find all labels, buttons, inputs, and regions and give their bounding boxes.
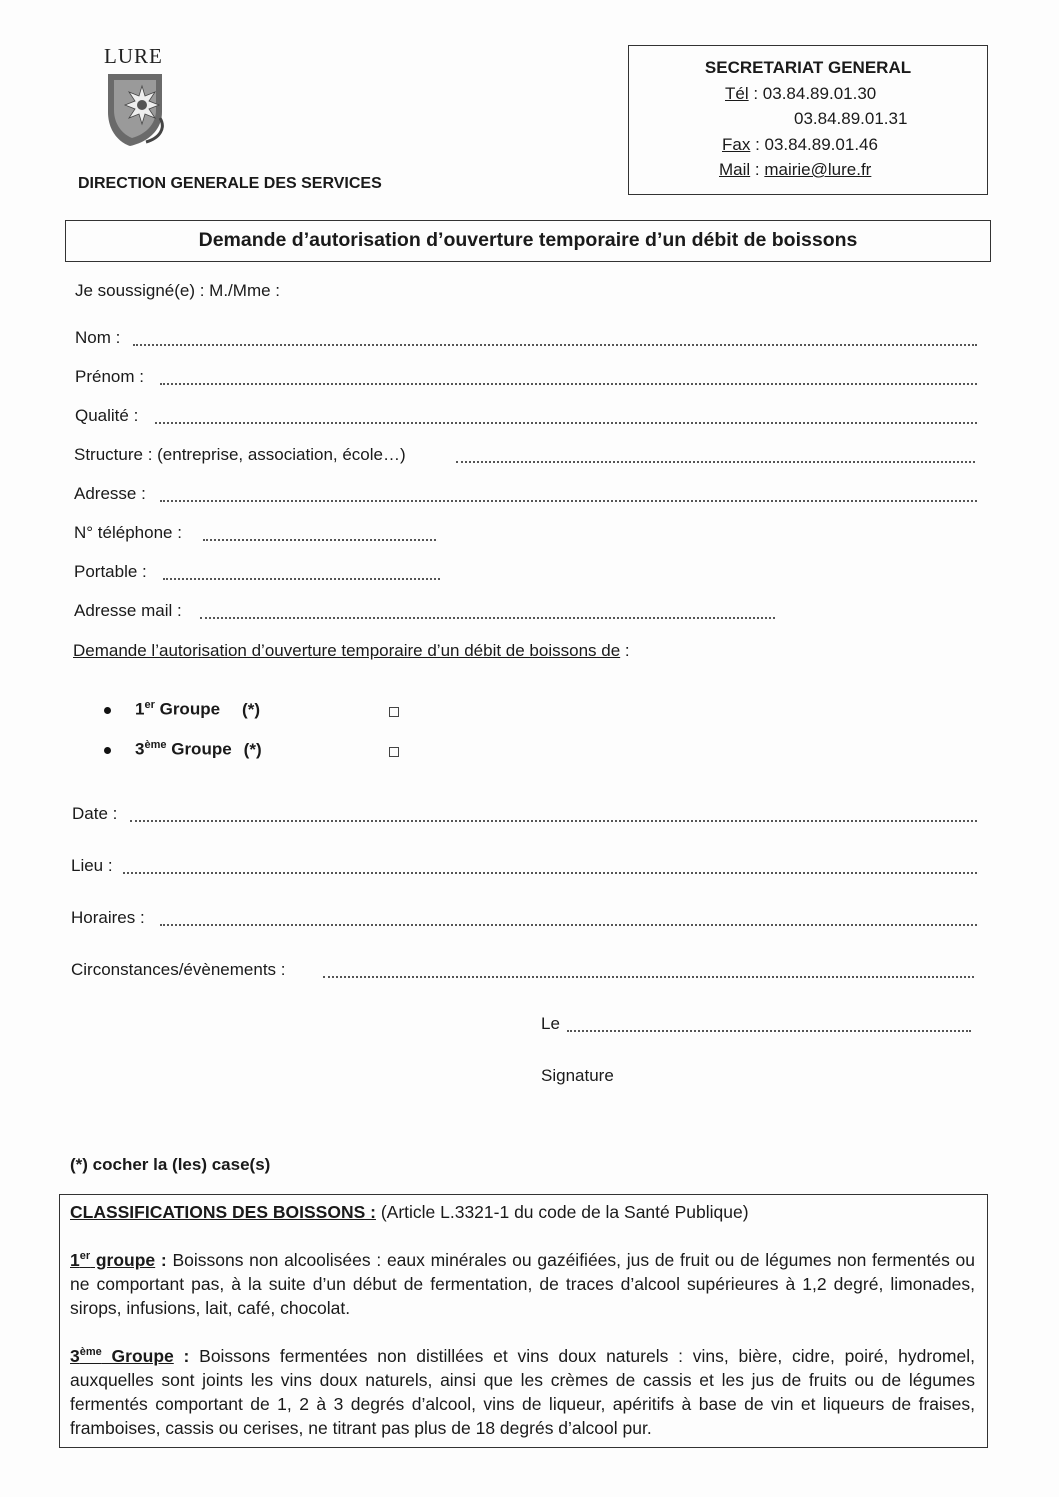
horaires-label: Horaires :	[71, 908, 145, 927]
classification-ref: (Article L.3321-1 du code de la Santé Publique)	[375, 1202, 749, 1222]
structure-label: Structure : (entreprise, association, école…)	[74, 445, 406, 464]
group-3-option	[104, 739, 262, 760]
g3-label: Groupe	[101, 1345, 174, 1366]
tel-label: Tél	[725, 84, 749, 103]
portable-field[interactable]	[163, 578, 440, 580]
adresse-field[interactable]	[160, 500, 977, 502]
bullet-icon	[104, 707, 111, 714]
g1-label: groupe	[90, 1249, 156, 1270]
logo-text: LURE	[104, 44, 163, 68]
contact-title: SECRETARIAT GENERAL	[704, 58, 912, 77]
portable-label: Portable :	[74, 562, 147, 581]
g3-sep: :	[173, 1345, 200, 1366]
group-3-number: 3	[135, 739, 145, 759]
group-3-definition	[70, 1340, 975, 1440]
group-3-sup: ème	[144, 739, 167, 751]
lieu-field[interactable]	[123, 872, 977, 874]
mail-separator: :	[750, 160, 765, 179]
signature-label: Signature	[541, 1066, 614, 1085]
department-name: DIRECTION GENERALE DES SERVICES	[78, 175, 382, 192]
qualite-label: Qualité :	[75, 406, 139, 425]
intro-label: Je soussigné(e) : M./Mme :	[75, 281, 281, 300]
group-1-number: 1	[135, 699, 145, 719]
prenom-label: Prénom :	[75, 367, 144, 386]
g3-num: 3	[70, 1345, 80, 1366]
horaires-field[interactable]	[160, 924, 977, 926]
telephone-label: N° téléphone :	[74, 523, 182, 542]
g1-text: Boissons non alcoolisées : eaux minérales ou gazéifiées, jus de fruit ou de légumes non fermentés ou ne comportant pas, à la suite d’un début de fermentation, de traces d’alcool supérieures à 1,2 degré, limonades, sirops, infusions, lait, café, chocolat.	[70, 1249, 976, 1318]
g1-sep: :	[155, 1249, 173, 1270]
form-title-box	[65, 220, 991, 262]
lieu-label: Lieu :	[71, 856, 113, 875]
lure-shield-logo	[104, 72, 180, 148]
date-field[interactable]	[130, 820, 977, 822]
request-line	[73, 641, 630, 661]
circonstances-field[interactable]	[323, 976, 974, 978]
group-1-mark: (*)	[242, 699, 260, 719]
group-3-mark: (*)	[243, 739, 262, 759]
mail-field[interactable]	[200, 617, 775, 619]
fax-label: Fax	[722, 135, 751, 154]
g3-sup: ème	[79, 1346, 102, 1358]
g1-num: 1	[70, 1249, 80, 1270]
qualite-field[interactable]	[155, 422, 977, 424]
prenom-field[interactable]	[160, 383, 977, 385]
g1-sup: er	[79, 1250, 91, 1262]
request-suffix: :	[620, 641, 630, 660]
bullet-icon	[104, 747, 111, 754]
telephone-field[interactable]	[203, 539, 436, 541]
contact-box	[628, 45, 988, 195]
classification-box	[59, 1194, 988, 1448]
fax-line	[722, 135, 878, 155]
group-3-checkbox[interactable]	[389, 747, 399, 757]
request-text: Demande l’autorisation d’ouverture temporaire d’un débit de boissons de	[73, 641, 621, 660]
checkbox-note: (*) cocher la (les) case(s)	[70, 1155, 271, 1174]
circonstances-label: Circonstances/évènements :	[71, 960, 286, 979]
group-1-definition	[70, 1244, 975, 1320]
le-field[interactable]	[567, 1030, 971, 1032]
group-1-def-title	[70, 1250, 155, 1270]
mail-line	[719, 160, 871, 180]
g3-text: Boissons fermentées non distillées et vins doux naturels : vins, bière, cidre, poiré, hydromel, auxquelles sont joints les vins doux naturels, ainsi que les crèmes de cassis et les jus de fruits ou de légumes fermentés comportant de 1, 2 à 3 degrés d’alcool, vins de liqueur, apéritifs à base de vin et liqueurs de fraises, framboises, cassis ou cerises, ne titrant pas plus de 18 degrés d’alcool pur.	[70, 1345, 975, 1438]
tel-number-2: 03.84.89.01.31	[794, 109, 908, 128]
structure-field[interactable]	[456, 461, 975, 463]
adresse-label: Adresse :	[74, 484, 146, 503]
group-1-checkbox[interactable]	[389, 707, 399, 717]
fax-number: : 03.84.89.01.46	[750, 135, 878, 154]
group-1-label: Groupe	[154, 699, 221, 719]
mail-link[interactable]: mairie@lure.fr	[764, 160, 872, 179]
group-3-def-title	[70, 1346, 174, 1366]
mail-field-label: Adresse mail :	[74, 601, 182, 620]
classification-heading	[70, 1200, 975, 1224]
date-label: Date :	[72, 804, 118, 823]
group-1-option	[104, 699, 260, 720]
le-label: Le	[541, 1014, 560, 1033]
nom-label: Nom :	[75, 328, 121, 347]
mail-label: Mail	[719, 160, 751, 179]
group-3-label: Groupe	[166, 739, 232, 759]
tel-line	[725, 84, 876, 104]
form-title: Demande d’autorisation d’ouverture temporaire d’un débit de boissons	[198, 229, 858, 251]
nom-field[interactable]	[133, 344, 977, 346]
group-1-sup: er	[144, 699, 155, 711]
tel-number-1: : 03.84.89.01.30	[748, 84, 877, 103]
classification-title: CLASSIFICATIONS DES BOISSONS :	[70, 1202, 376, 1222]
